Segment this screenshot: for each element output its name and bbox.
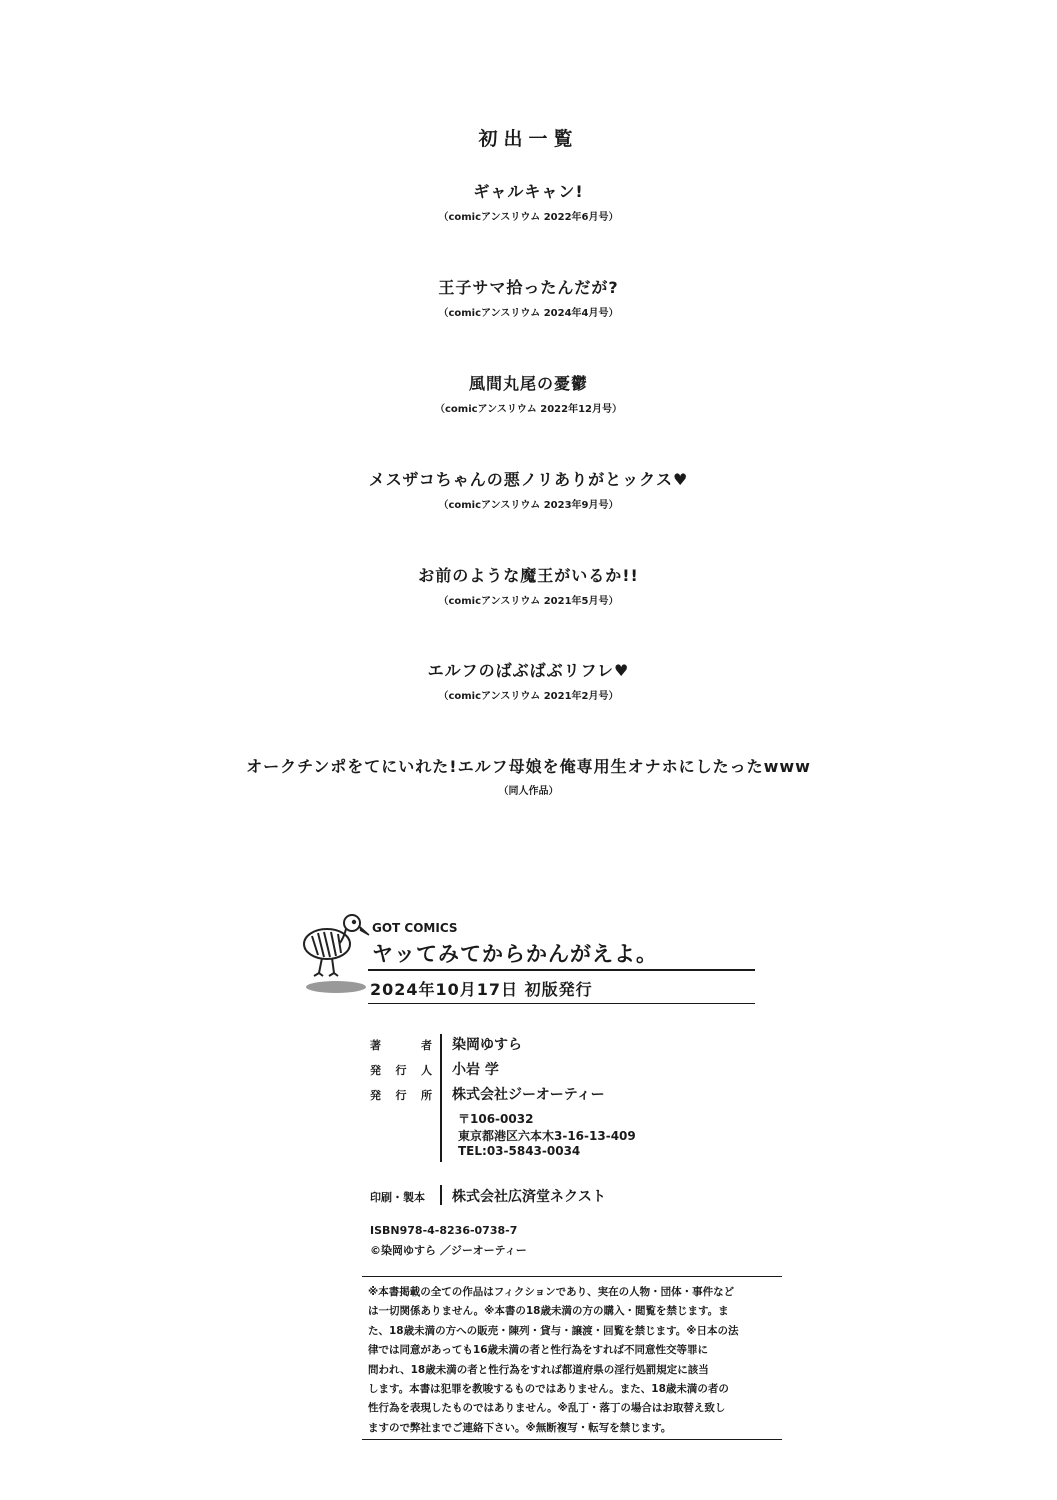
postal-code: 〒106-0032 — [458, 1112, 534, 1126]
divider — [368, 969, 755, 971]
printer-name: 株式会社広済堂ネクスト — [452, 1189, 606, 1205]
notice-line: た、18歳未満の方への販売・陳列・貸与・譲渡・回覧を禁じます。※日本の法 — [368, 1324, 739, 1337]
author-label: 著 者 — [370, 1039, 432, 1052]
work-title: ギャルキャン! — [473, 182, 584, 201]
publisher-label: 発 行 人 — [370, 1064, 432, 1077]
work-source: （comicアンスリウム 2021年2月号） — [438, 691, 619, 702]
work-title: 王子サマ拾ったんだが? — [438, 278, 619, 297]
legal-notice — [368, 1283, 782, 1438]
page-heading: 初出一覧 — [478, 128, 579, 150]
isbn: ISBN978-4-8236-0738-7 — [370, 1224, 518, 1237]
imprint-label: GOT COMICS — [372, 921, 458, 935]
notice-line: 律では同意があっても16歳未満の者と性行為をすれば不同意性交等罪に — [368, 1344, 709, 1357]
copyright: ©染岡ゆすら ／ジーオーティー — [370, 1244, 527, 1257]
work-source: （comicアンスリウム 2022年6月号） — [438, 212, 619, 223]
credit-bar — [440, 1034, 442, 1162]
publisher-name: 小岩 学 — [452, 1062, 499, 1078]
dotted-divider — [361, 153, 755, 161]
telephone: TEL:03-5843-0034 — [458, 1144, 581, 1158]
author-name: 染岡ゆすら — [452, 1037, 522, 1053]
divider — [362, 1439, 782, 1440]
printer-label: 印刷・製本 — [370, 1191, 425, 1204]
work-source: （comicアンスリウム 2022年12月号） — [434, 404, 622, 415]
publication-date: 2024年10月17日 初版発行 — [370, 980, 593, 999]
notice-line: ※本書掲載の全ての作品はフィクションであり、実在の人物・団体・事件など — [368, 1286, 735, 1298]
divider — [368, 1003, 755, 1004]
notice-line: 性行為を表現したものではありません。※乱丁・落丁の場合はお取替え致し — [368, 1402, 726, 1415]
book-title: ヤッてみてからかんがえよ。 — [372, 942, 658, 966]
work-source: （comicアンスリウム 2023年9月号） — [438, 500, 619, 511]
work-title: エルフのばぶばぶリフレ♥ — [427, 661, 630, 680]
work-source: （同人作品） — [498, 786, 559, 797]
notice-line: は一切関係ありません。※本書の18歳未満の方の購入・閲覧を禁じます。ま — [368, 1305, 729, 1318]
work-source: （comicアンスリウム 2021年5月号） — [438, 596, 619, 607]
address: 東京都港区六本木3-16-13-409 — [458, 1129, 636, 1143]
office-name: 株式会社ジーオーティー — [452, 1087, 605, 1103]
office-label: 発 行 所 — [370, 1089, 432, 1102]
notice-line: します。本書は犯罪を教唆するものではありません。また、18歳未満の者の — [368, 1383, 729, 1396]
work-title: お前のような魔王がいるか!! — [418, 566, 639, 585]
work-title: オークチンポをてにいれた!エルフ母娘を俺専用生オナホにしたったwww — [246, 757, 811, 776]
work-title: 風間丸尾の憂鬱 — [468, 374, 588, 393]
bird-logo-icon — [300, 907, 372, 997]
divider — [362, 1276, 782, 1277]
notice-line: ますので弊社までご連絡下さい。※無断複写・転写を禁じます。 — [368, 1421, 672, 1434]
work-source: （comicアンスリウム 2024年4月号） — [438, 308, 619, 319]
notice-line: 問われ、18歳未満の者と性行為をすれば都道府県の淫行処罰規定に該当 — [368, 1363, 709, 1376]
credit-bar — [440, 1185, 442, 1205]
work-title: メスザコちゃんの悪ノリありがとックス♥ — [368, 470, 689, 489]
